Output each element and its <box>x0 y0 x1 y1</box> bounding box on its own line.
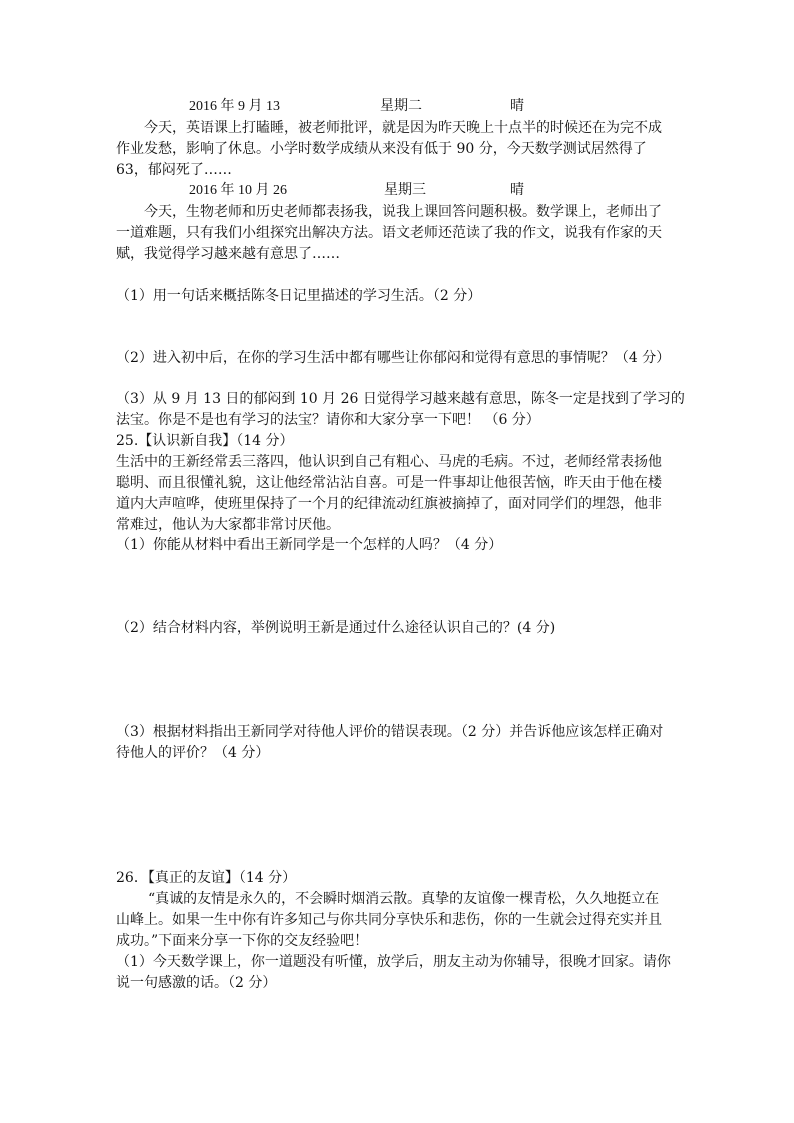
q24-part3: （3）从 9 月 13 日的郁闷到 10 月 26 日觉得学习越来越有意思，陈冬一定是找到了学习的 <box>116 391 685 407</box>
q24-part1: （1）用一句话来概括陈冬日记里描述的学习生活。（2 分） <box>116 288 482 304</box>
q26-quote-line: “真诚的友情是永久的，不会瞬时烟消云散。真挚的友谊像一棵青松，久久地挺立在 <box>148 891 660 907</box>
q26-quote-line: 成功。”下面来分享一下你的交友经验吧！ <box>116 933 369 949</box>
diary1-weekday: 星期二 <box>380 99 422 114</box>
diary1-date: 2016 年 9 月 13 <box>189 99 280 114</box>
diary2-line: 赋，我觉得学习越来越有意思了…… <box>116 246 340 262</box>
q25-material-line: 常难过，他认为大家都非常讨厌他。 <box>116 517 340 533</box>
diary1-line: 作业发愁，影响了休息。小学时数学成绩从来没有低于 90 分，今天数学测试居然得了 <box>116 141 647 157</box>
diary2-weekday: 星期三 <box>384 183 426 198</box>
q25-material-line: 生活中的王新经常丢三落四，他认识到自己有粗心、马虎的毛病。不过，老师经常表扬他 <box>116 454 662 470</box>
q25-part3-cont: 待他人的评价？（4 分） <box>116 745 270 761</box>
q26-part1: （1）今天数学课上，你一道题没有听懂，放学后，朋友主动为你辅导，很晚才回家。请你 <box>116 954 671 970</box>
q26-quote-line: 山峰上。如果一生中你有许多知己与你共同分享快乐和悲伤，你的一生就会过得充实并且 <box>116 912 662 928</box>
q25-part2: （2）结合材料内容，举例说明王新是通过什么途径认识自己的？(4 分) <box>116 620 556 636</box>
q25-title: 25.【认识新自我】（14 分） <box>116 433 294 449</box>
diary2-line: 一道难题，只有我们小组探究出解决方法。语文老师还范读了我的作文，说我有作家的天 <box>116 225 662 241</box>
q25-part3: （3）根据材料指出王新同学对待他人评价的错误表现。（2 分）并告诉他应该怎样正确对 <box>116 724 664 740</box>
diary1-weather: 晴 <box>510 99 524 114</box>
q26-part1-cont: 说一句感激的话。（2 分） <box>116 975 277 991</box>
diary2-weather: 晴 <box>510 183 524 198</box>
diary2-date: 2016 年 10 月 26 <box>189 183 287 198</box>
q24-part2: （2）进入初中后，在你的学习生活中都有哪些让你郁闷和觉得有意思的事情呢？（4 分） <box>116 350 671 366</box>
diary1-line: 63，郁闷死了…… <box>116 162 232 178</box>
diary1-line: 今天，英语课上打瞌睡，被老师批评，就是因为昨天晚上十点半的时候还在为完不成 <box>144 120 662 136</box>
q25-part1: （1）你能从材料中看出王新同学是一个怎样的人吗？（4 分） <box>116 537 503 553</box>
q24-part3-cont: 法宝。你是不是也有学习的法宝？请你和大家分享一下吧！ （6 分） <box>116 412 540 428</box>
q25-material-line: 聪明、而且很懂礼貌，这让他经常沾沾自喜。可是一件事却让他很苦恼，昨天由于他在楼 <box>116 475 662 491</box>
q26-title: 26．【真正的友谊】（14 分） <box>116 870 297 886</box>
diary2-line: 今天，生物老师和历史老师都表扬我，说我上课回答问题积极。数学课上，老师出了 <box>144 204 662 220</box>
q25-material-line: 道内大声喧哗，使班里保持了一个月的纪律流动红旗被摘掉了，面对同学们的埋怨，他非 <box>116 496 662 512</box>
